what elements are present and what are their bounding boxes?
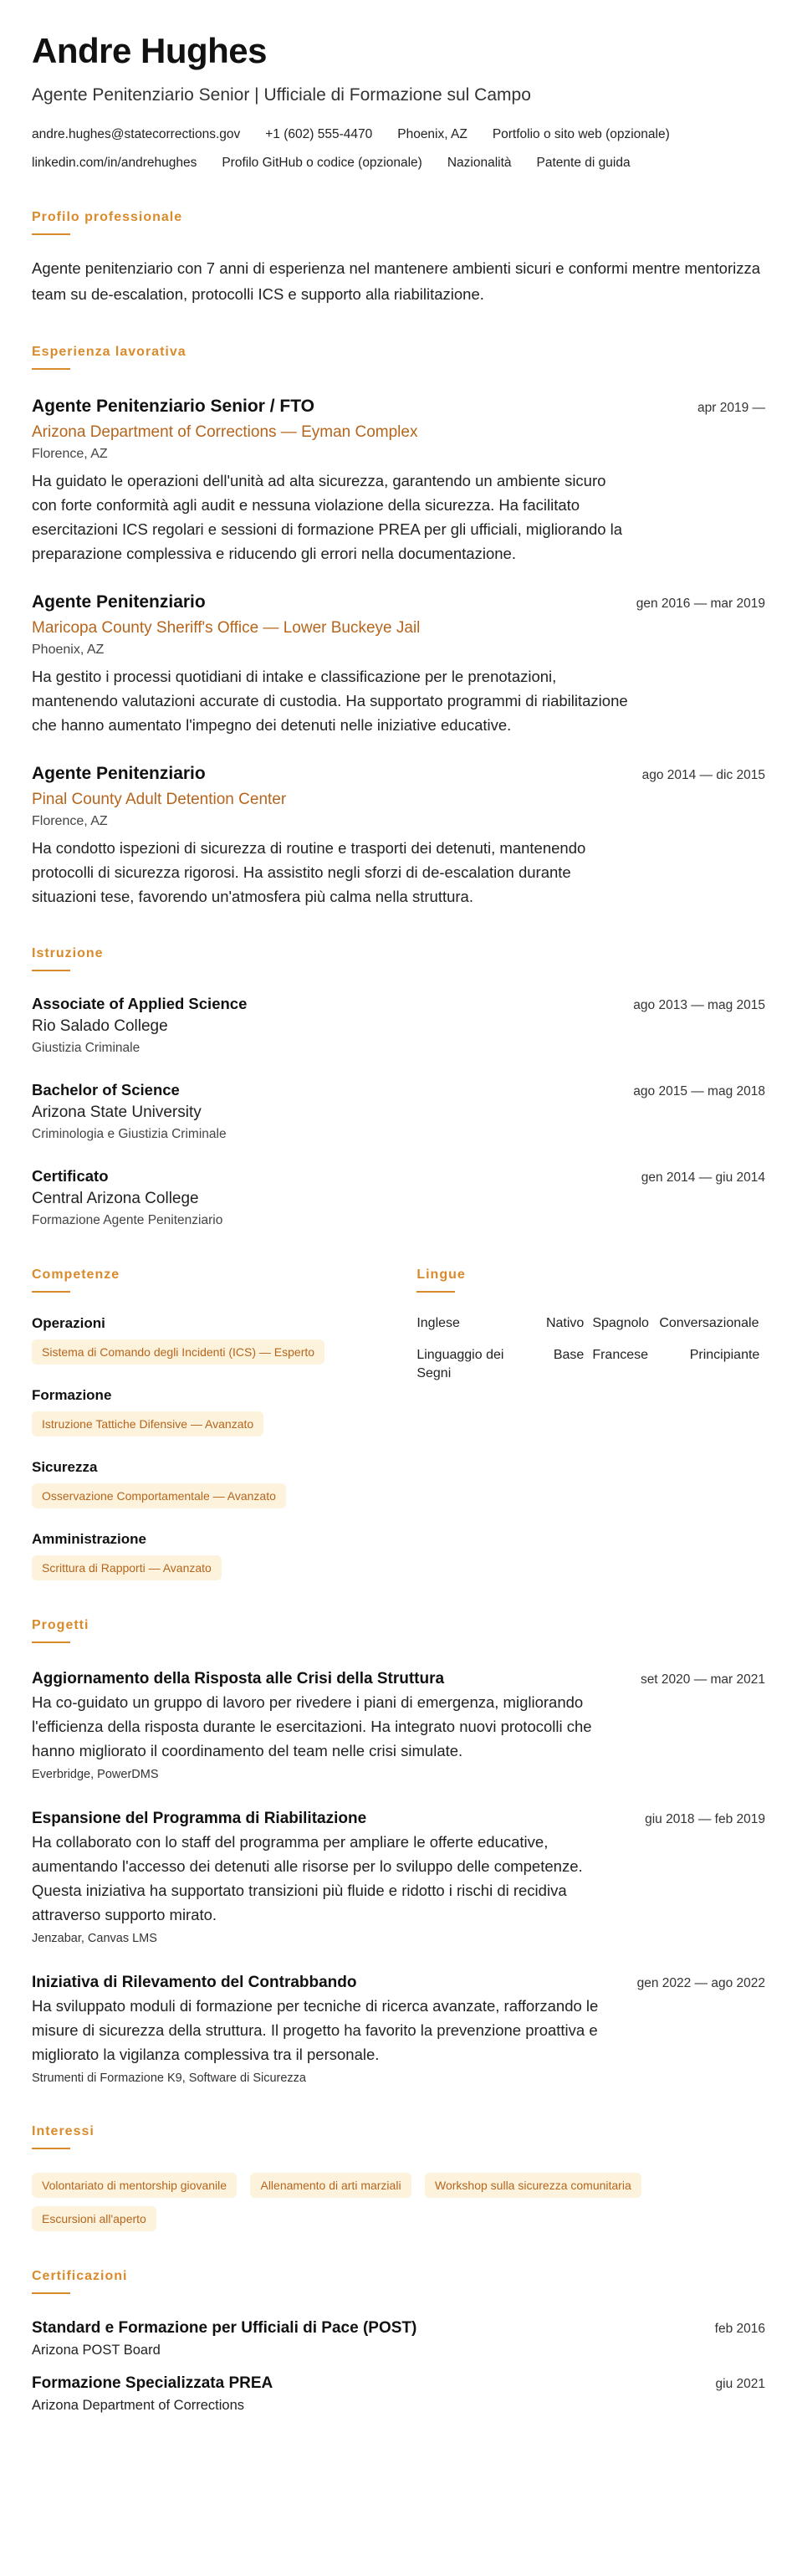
job-company: Pinal County Adult Detention Center bbox=[32, 791, 287, 808]
project-item bbox=[32, 1668, 765, 1783]
skill-chip: Osservazione Comportamentale — Avanzato bbox=[32, 1483, 286, 1508]
project-name: Aggiornamento della Risposta alle Crisi della Struttura bbox=[32, 1670, 445, 1687]
experience-item bbox=[32, 591, 765, 737]
project-description: Ha sviluppato moduli di formazione per tecniche di ricerca avanzate, rafforzando le misure di sicurezza della struttura. Il progetto ha favorito la prevenzione proattiva e migliorato la vigilanza complessiva tra il personale. bbox=[32, 1997, 599, 2063]
section-rule bbox=[32, 2148, 70, 2149]
projects-section bbox=[32, 1617, 765, 2087]
edu-degree: Bachelor of Science bbox=[32, 1081, 180, 1099]
section-title: Certificazioni bbox=[32, 2269, 128, 2283]
skill-category: Sicurezza bbox=[32, 1459, 98, 1475]
skill-category: Amministrazione bbox=[32, 1531, 146, 1547]
language-name: Inglese bbox=[416, 1316, 460, 1330]
contact-portfolio[interactable]: Portfolio o sito web (opzionale) bbox=[492, 127, 670, 141]
certification-item bbox=[32, 2373, 765, 2415]
language-level: Base bbox=[553, 1348, 585, 1362]
section-title: Profilo professionale bbox=[32, 210, 183, 224]
language-name: Linguaggio dei Segni bbox=[416, 1348, 504, 1380]
profile-summary: Agente penitenziario con 7 anni di esperienza nel mantenere ambienti sicuri e conformi mentre mentorizza team su de-escalation, protocolli ICS e supporto alla riabilitazione. bbox=[32, 259, 760, 303]
section-rule bbox=[416, 1291, 455, 1293]
contact-github[interactable]: Profilo GitHub o codice (opzionale) bbox=[222, 156, 422, 170]
interests-section bbox=[32, 2123, 765, 2231]
job-dates: gen 2016 — mar 2019 bbox=[636, 597, 765, 611]
contact-phone[interactable]: +1 (602) 555-4470 bbox=[265, 127, 373, 141]
certification-date: feb 2016 bbox=[714, 2322, 765, 2336]
contact-location: Phoenix, AZ bbox=[397, 127, 467, 141]
skill-group bbox=[32, 1458, 416, 1508]
project-name: Espansione del Programma di Riabilitazione bbox=[32, 1810, 367, 1827]
contact-nationality: Nazionalità bbox=[447, 156, 512, 170]
skills-languages-row bbox=[32, 1267, 765, 1580]
job-location: Phoenix, AZ bbox=[32, 643, 105, 657]
section-title: Esperienza lavorativa bbox=[32, 345, 186, 359]
job-description: Ha gestito i processi quotidiani di intake e classificazione per le prenotazioni, mantenendo valutazioni accurate di custodia. Ha supportato programmi di riabilitazione che hanno aumentato l'impegno dei detenuti nelle iniziative educative. bbox=[32, 668, 628, 734]
job-dates: apr 2019 — bbox=[697, 401, 765, 415]
candidate-name: Andre Hughes bbox=[32, 31, 268, 70]
project-tech: Strumenti di Formazione K9, Software di Sicurezza bbox=[32, 2072, 306, 2085]
job-description: Ha guidato le operazioni dell'unità ad alta sicurezza, garantendo un ambiente sicuro con forte conformità agli audit e nessuna violazione della sicurezza. Ha facilitato esercitazioni ICS regolari e sessioni di formazione PREA per gli ufficiali, migliorando la preparazione complessiva e riducendo gli errori nella documentazione. bbox=[32, 472, 623, 562]
languages-grid bbox=[416, 1314, 765, 1383]
skill-category: Formazione bbox=[32, 1387, 112, 1403]
job-title: Agente Penitenziario Senior / FTO bbox=[32, 397, 314, 416]
project-description: Ha collaborato con lo staff del programma per ampliare le offerte educative, aumentando l'accesso dei detenuti alle risorse per lo sviluppo delle competenze. Questa iniziativa ha supportato transizioni più fluide e ridotto i rischi di recidiva attraverso supporto mirato. bbox=[32, 1833, 583, 1923]
language-level: Conversazionale bbox=[659, 1316, 759, 1330]
edu-field: Giustizia Criminale bbox=[32, 1041, 140, 1055]
edu-degree: Associate of Applied Science bbox=[32, 995, 248, 1012]
project-item bbox=[32, 1972, 765, 2087]
language-name: Spagnolo bbox=[592, 1316, 649, 1330]
section-rule bbox=[32, 1291, 70, 1293]
section-title: Interessi bbox=[32, 2124, 95, 2138]
certification-issuer: Arizona Department of Corrections bbox=[32, 2398, 245, 2413]
project-dates: set 2020 — mar 2021 bbox=[640, 1672, 765, 1687]
contact-driving-license: Patente di guida bbox=[536, 156, 631, 170]
project-tech: Jenzabar, Canvas LMS bbox=[32, 1932, 157, 1945]
experience-item bbox=[32, 395, 765, 566]
job-company: Arizona Department of Corrections — Eyman Complex bbox=[32, 423, 418, 441]
interest-chip: Workshop sulla sicurezza comunitaria bbox=[425, 2173, 641, 2198]
education-item bbox=[32, 993, 765, 1058]
education-section bbox=[32, 945, 765, 1230]
language-level: Principiante bbox=[689, 1348, 760, 1362]
certification-name: Formazione Specializzata PREA bbox=[32, 2374, 273, 2392]
language-name: Francese bbox=[592, 1348, 649, 1362]
interest-chip: Escursioni all'aperto bbox=[32, 2206, 156, 2231]
skill-chip: Sistema di Comando degli Incidenti (ICS) — Esperto bbox=[32, 1339, 324, 1365]
certification-name: Standard e Formazione per Ufficiali di Pace (POST) bbox=[32, 2319, 417, 2337]
section-title: Lingue bbox=[416, 1268, 466, 1282]
edu-degree: Certificato bbox=[32, 1167, 109, 1185]
job-dates: ago 2014 — dic 2015 bbox=[641, 768, 765, 782]
project-item bbox=[32, 1808, 765, 1947]
education-item bbox=[32, 1165, 765, 1230]
experience-item bbox=[32, 762, 765, 909]
skill-category: Operazioni bbox=[32, 1315, 105, 1331]
interest-chip: Allenamento di arti marziali bbox=[250, 2173, 411, 2198]
edu-school: Rio Salado College bbox=[32, 1017, 168, 1035]
contact-list bbox=[32, 125, 784, 172]
profile-section bbox=[32, 209, 765, 307]
section-rule bbox=[32, 233, 70, 235]
job-title: Agente Penitenziario bbox=[32, 764, 206, 783]
certification-item bbox=[32, 2317, 765, 2359]
job-company: Maricopa County Sheriff's Office — Lower Buckeye Jail bbox=[32, 619, 421, 637]
contact-email[interactable]: andre.hughes@statecorrections.gov bbox=[32, 127, 241, 141]
languages-section bbox=[416, 1267, 765, 1580]
interests-list bbox=[32, 2164, 768, 2231]
project-description: Ha co-guidato un gruppo di lavoro per rivedere i piani di emergenza, migliorando l'efficienza della risposta durante le esercitazioni. Ha integrato nuovi protocolli che hanno migliorato il coordinamento del team nelle crisi simulate. bbox=[32, 1693, 592, 1759]
skill-chip: Istruzione Tattiche Difensive — Avanzato bbox=[32, 1411, 263, 1437]
job-location: Florence, AZ bbox=[32, 447, 108, 461]
candidate-headline: Agente Penitenziario Senior | Ufficiale di Formazione sul Campo bbox=[32, 85, 531, 105]
edu-school: Central Arizona College bbox=[32, 1190, 199, 1207]
edu-dates: ago 2015 — mag 2018 bbox=[633, 1084, 765, 1099]
section-title: Competenze bbox=[32, 1268, 120, 1282]
skill-group bbox=[32, 1314, 416, 1365]
skill-group bbox=[32, 1386, 416, 1437]
education-item bbox=[32, 1079, 765, 1144]
certification-issuer: Arizona POST Board bbox=[32, 2343, 161, 2358]
section-rule bbox=[32, 2292, 70, 2294]
project-dates: giu 2018 — feb 2019 bbox=[645, 1812, 765, 1826]
section-rule bbox=[32, 1641, 70, 1643]
job-description: Ha condotto ispezioni di sicurezza di routine e trasporti dei detenuti, mantenendo protocolli di sicurezza rigorosi. Ha assistito negli sforzi di de-escalation durante situazioni tese, favorendo un'atmosfera più calma nella struttura. bbox=[32, 839, 586, 905]
section-title: Istruzione bbox=[32, 946, 104, 960]
skill-chip: Scrittura di Rapporti — Avanzato bbox=[32, 1555, 222, 1580]
edu-school: Arizona State University bbox=[32, 1104, 202, 1121]
certification-date: giu 2021 bbox=[715, 2377, 765, 2391]
interest-chip: Volontariato di mentorship giovanile bbox=[32, 2173, 237, 2198]
edu-field: Formazione Agente Penitenziario bbox=[32, 1213, 223, 1227]
experience-section bbox=[32, 344, 765, 909]
contact-linkedin[interactable]: linkedin.com/in/andrehughes bbox=[32, 156, 197, 170]
job-location: Florence, AZ bbox=[32, 814, 108, 828]
edu-dates: gen 2014 — giu 2014 bbox=[641, 1170, 765, 1185]
skills-section bbox=[32, 1267, 416, 1580]
section-rule bbox=[32, 970, 70, 971]
job-title: Agente Penitenziario bbox=[32, 592, 206, 612]
project-name: Iniziativa di Rilevamento del Contrabbando bbox=[32, 1974, 357, 1991]
certifications-section bbox=[32, 2268, 765, 2415]
section-rule bbox=[32, 368, 70, 370]
project-tech: Everbridge, PowerDMS bbox=[32, 1768, 159, 1781]
language-level: Nativo bbox=[545, 1316, 585, 1330]
skill-group bbox=[32, 1530, 416, 1580]
project-dates: gen 2022 — ago 2022 bbox=[636, 1976, 765, 1990]
edu-field: Criminologia e Giustizia Criminale bbox=[32, 1127, 227, 1141]
resume-header bbox=[32, 30, 765, 172]
edu-dates: ago 2013 — mag 2015 bbox=[633, 998, 765, 1012]
section-title: Progetti bbox=[32, 1618, 89, 1632]
